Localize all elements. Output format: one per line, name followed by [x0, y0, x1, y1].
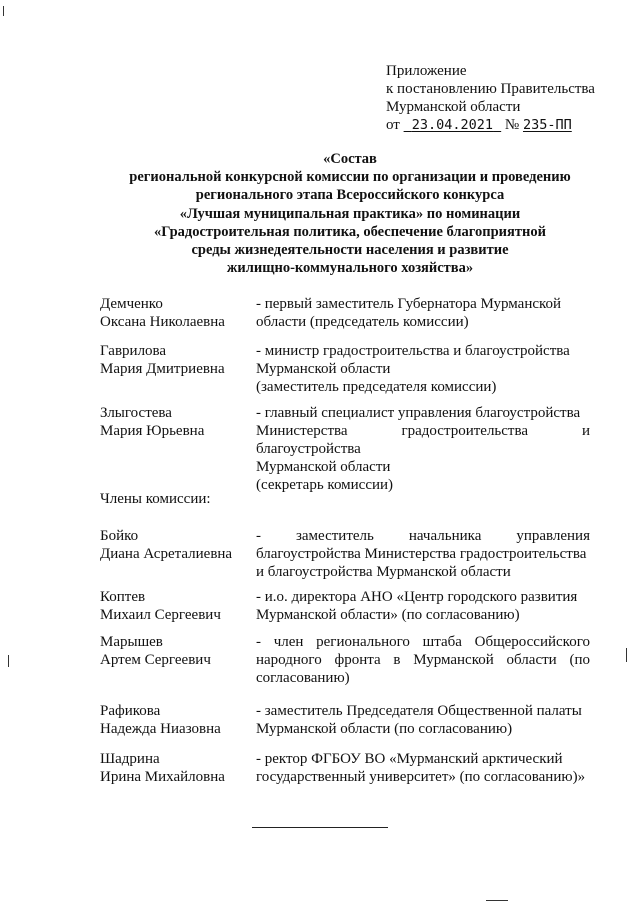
member-surname: Коптев [100, 589, 146, 605]
member-role [256, 342, 590, 396]
role-line: - заместитель начальника управления [256, 528, 590, 544]
role-line: - заместитель Председателя Общественной палаты [256, 703, 582, 719]
member-name [100, 342, 250, 378]
member-role [256, 633, 590, 687]
role-line: - член регионального штаба Общероссийского [256, 634, 590, 650]
title-line: «Градостроительная политика, обеспечение благоприятной [154, 223, 546, 240]
scan-artifact [3, 6, 4, 16]
role-line: (заместитель председателя комиссии) [256, 379, 497, 395]
member-name [100, 588, 250, 624]
member-surname: Демченко [100, 296, 163, 312]
title-line: региональной конкурсной комиссии по организации и проведению [129, 169, 571, 186]
member-given-name: Надежда Ниазовна [100, 721, 221, 737]
member-given-name: Диана Асреталиевна [100, 546, 233, 562]
member-role [256, 588, 590, 624]
role-line: Министерства градостроительства и благоустройства [256, 423, 590, 457]
member-role [256, 404, 590, 494]
annex-number-prefix: № [504, 117, 520, 133]
member-surname: Гаврилова [100, 343, 167, 359]
member-role [256, 527, 590, 581]
scan-artifact [8, 655, 9, 667]
title-line: среды жизнедеятельности населения и развитие [191, 242, 509, 259]
annex-reference: к постановлению Правительства [386, 81, 595, 97]
member-given-name: Ирина Михайловна [100, 769, 225, 785]
members-heading: Члены комиссии: [100, 491, 211, 507]
role-line: благоустройства Министерства градостроительства [256, 546, 587, 562]
role-line: согласованию) [256, 670, 350, 686]
title-line: регионального этапа Всероссийского конкурса [195, 187, 505, 204]
member-surname: Рафикова [100, 703, 161, 719]
title-line: «Состав [323, 151, 377, 167]
role-line: - министр градостроительства и благоустройства [256, 343, 570, 359]
member-surname: Злыгостева [100, 405, 172, 421]
annex-date: 23.04.2021 [411, 117, 494, 133]
role-line: Мурманской области [256, 459, 391, 475]
title-line: жилищно-коммунального хозяйства» [226, 260, 474, 277]
annex-title: Приложение [386, 63, 467, 79]
annex-number: 235-ПП [522, 117, 572, 133]
role-line: и благоустройства Мурманской области [256, 564, 511, 580]
closing-rule [252, 827, 388, 828]
member-given-name: Мария Юрьевна [100, 423, 205, 439]
member-name [100, 404, 250, 440]
member-role [256, 295, 590, 331]
member-given-name: Оксана Николаевна [100, 314, 225, 330]
role-line: Мурманской области» (по согласованию) [256, 607, 520, 623]
role-line: народного фронта в Мурманской области (по [256, 652, 590, 668]
scan-artifact [626, 648, 627, 662]
role-line: - первый заместитель Губернатора Мурманской [256, 296, 562, 312]
member-name [100, 750, 250, 786]
role-line: - и.о. директора АНО «Центр городского развития [256, 589, 578, 605]
member-given-name: Михаил Сергеевич [100, 607, 221, 623]
document-title [80, 150, 620, 277]
title-line: «Лучшая муниципальная практика» по номинации [179, 205, 521, 222]
member-surname: Марышев [100, 634, 163, 650]
role-line: Мурманской области (по согласованию) [256, 721, 513, 737]
annex-header [386, 62, 626, 134]
role-line: (секретарь комиссии) [256, 477, 394, 493]
member-name [100, 527, 250, 563]
scan-artifact [486, 900, 508, 901]
member-name [100, 633, 250, 669]
member-surname: Бойко [100, 528, 139, 544]
role-line: области (председатель комиссии) [256, 314, 469, 330]
member-role [256, 750, 590, 786]
role-line: государственный университет» (по согласованию)» [256, 769, 586, 785]
member-surname: Шадрина [100, 751, 160, 767]
member-given-name: Артем Сергеевич [100, 652, 211, 668]
member-given-name: Мария Дмитриевна [100, 361, 225, 377]
member-name [100, 295, 250, 331]
member-name [100, 702, 250, 738]
role-line: - главный специалист управления благоустройства [256, 405, 581, 421]
annex-date-prefix: от [386, 117, 400, 133]
role-line: Мурманской области [256, 361, 391, 377]
role-line: - ректор ФГБОУ ВО «Мурманский арктический [256, 751, 563, 767]
annex-region: Мурманской области [386, 99, 521, 115]
annex-date-line [386, 116, 626, 134]
member-role [256, 702, 590, 738]
